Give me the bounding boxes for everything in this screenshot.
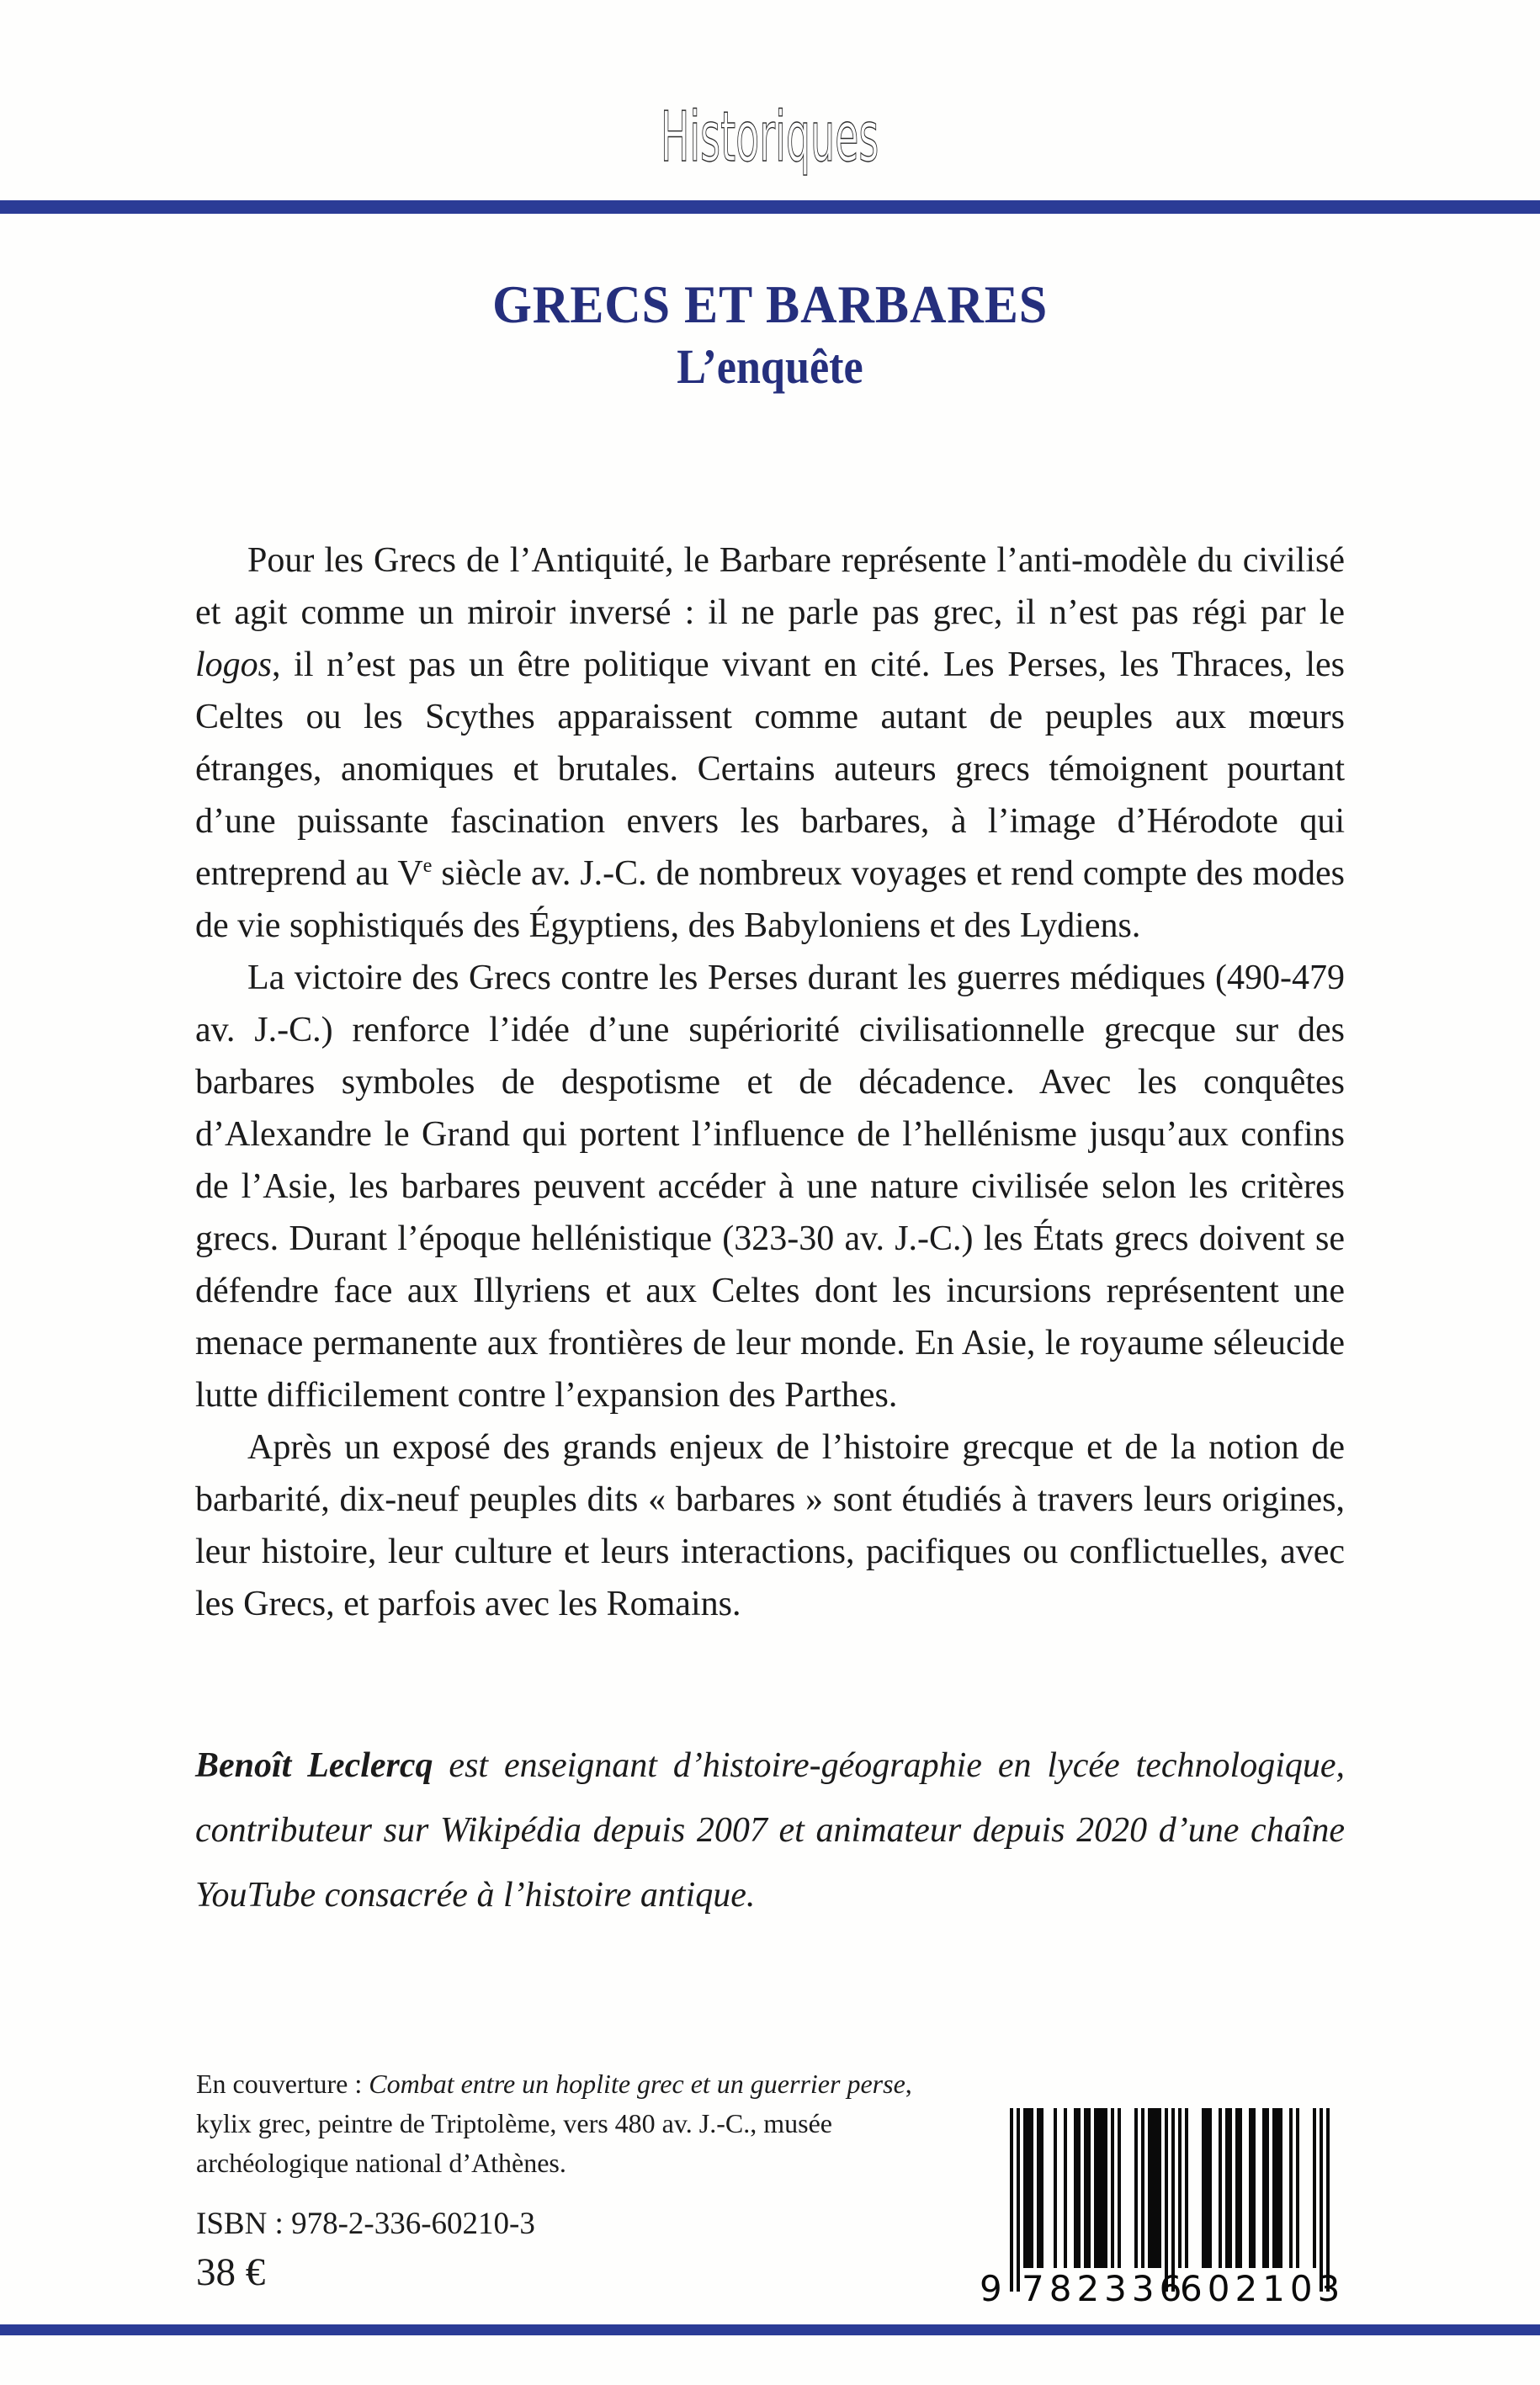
collection-name: Historiques (661, 98, 879, 178)
book-title-text: GRECS ET BARBARES (491, 274, 1049, 334)
price-text: 38 € (196, 2250, 266, 2294)
book-subtitle (0, 340, 1540, 394)
book-title (0, 275, 1540, 334)
cover-credit: En couverture : Combat entre un hoplite grec et un guerrier perse, kylix grec, peintre de Triptolème, vers 480 av. J.-C., musée archéologique national d’Athènes. (196, 2069, 912, 2178)
bottom-divider (0, 2324, 1540, 2335)
synopsis-paragraph-2: La victoire des Grecs contre les Perses durant les guerres médiques (490-479 av. J.-C.) renforce l’idée d’une supériorité civilisationnelle grecque sur des barbares symboles de despotisme et de décadence. Avec les conquêtes d’Alexandre le Grand qui portent l’influence de l’hellénisme jusqu’aux confins de l’Asie, les barbares peuvent accéder à une nature civilisée selon les critères grecs. Durant l’époque hellénistique (323-30 av. J.-C.) les États grecs doivent se défendre face aux Illyriens et aux Celtes dont les incursions représentent une menace permanente aux frontières de leur monde. En Asie, le royaume séleucide lutte difficilement contre l’expansion des Parthes. (195, 959, 1345, 1415)
synopsis-paragraph-1: Pour les Grecs de l’Antiquité, le Barbare représente l’anti-modèle du civilisé et agit comme un miroir inversé : il ne parle pas grec, il n’est pas régi par le logos, il n’est pas un être politique vivant en cité. Les Perses, les Thraces, les Celtes ou les Scythes apparaissent comme autant de peuples aux mœurs étranges, anomiques et brutales. Certains auteurs grecs témoignent pourtant d’une puissante fascination envers les barbares, à l’image d’Hérodote qui entreprend au Ve siècle av. J.-C. de nombreux voyages et rend compte des modes de vie sophistiqués des Égyptiens, des Babyloniens et des Lydiens. (195, 541, 1345, 945)
top-divider (0, 200, 1540, 214)
barcode-digits (980, 2268, 1346, 2313)
synopsis (195, 534, 1345, 1630)
barcode-bars (1010, 2108, 1330, 2268)
barcode-digit-group: 9 (980, 2268, 1002, 2309)
barcode (980, 2108, 1346, 2314)
book-subtitle-text: L’enquête (677, 339, 863, 394)
synopsis-paragraph-3: Après un exposé des grands enjeux de l’histoire grecque et de la notion de barbarité, dix-neuf peuples dits « barbares » sont étudiés à travers leurs origines, leur histoire, leur culture et leurs interactions, pacifiques ou conflictuelles, avec les Grecs, et parfois avec les Romains. (195, 1428, 1345, 1623)
barcode-digit-group: 782336 (1022, 2268, 1187, 2309)
author-note: Benoît Leclercq est enseignant d’histoire-géographie en lycée technologique, contributeur sur Wikipédia depuis 2007 et animateur depuis 2020 d’une chaîne YouTube consacrée à l’histoire antique. (195, 1746, 1345, 1915)
collection-logo (0, 98, 1540, 194)
barcode-digit-group: 602103 (1180, 2268, 1346, 2309)
isbn-text: ISBN : 978-2-336-60210-3 (196, 2207, 535, 2241)
